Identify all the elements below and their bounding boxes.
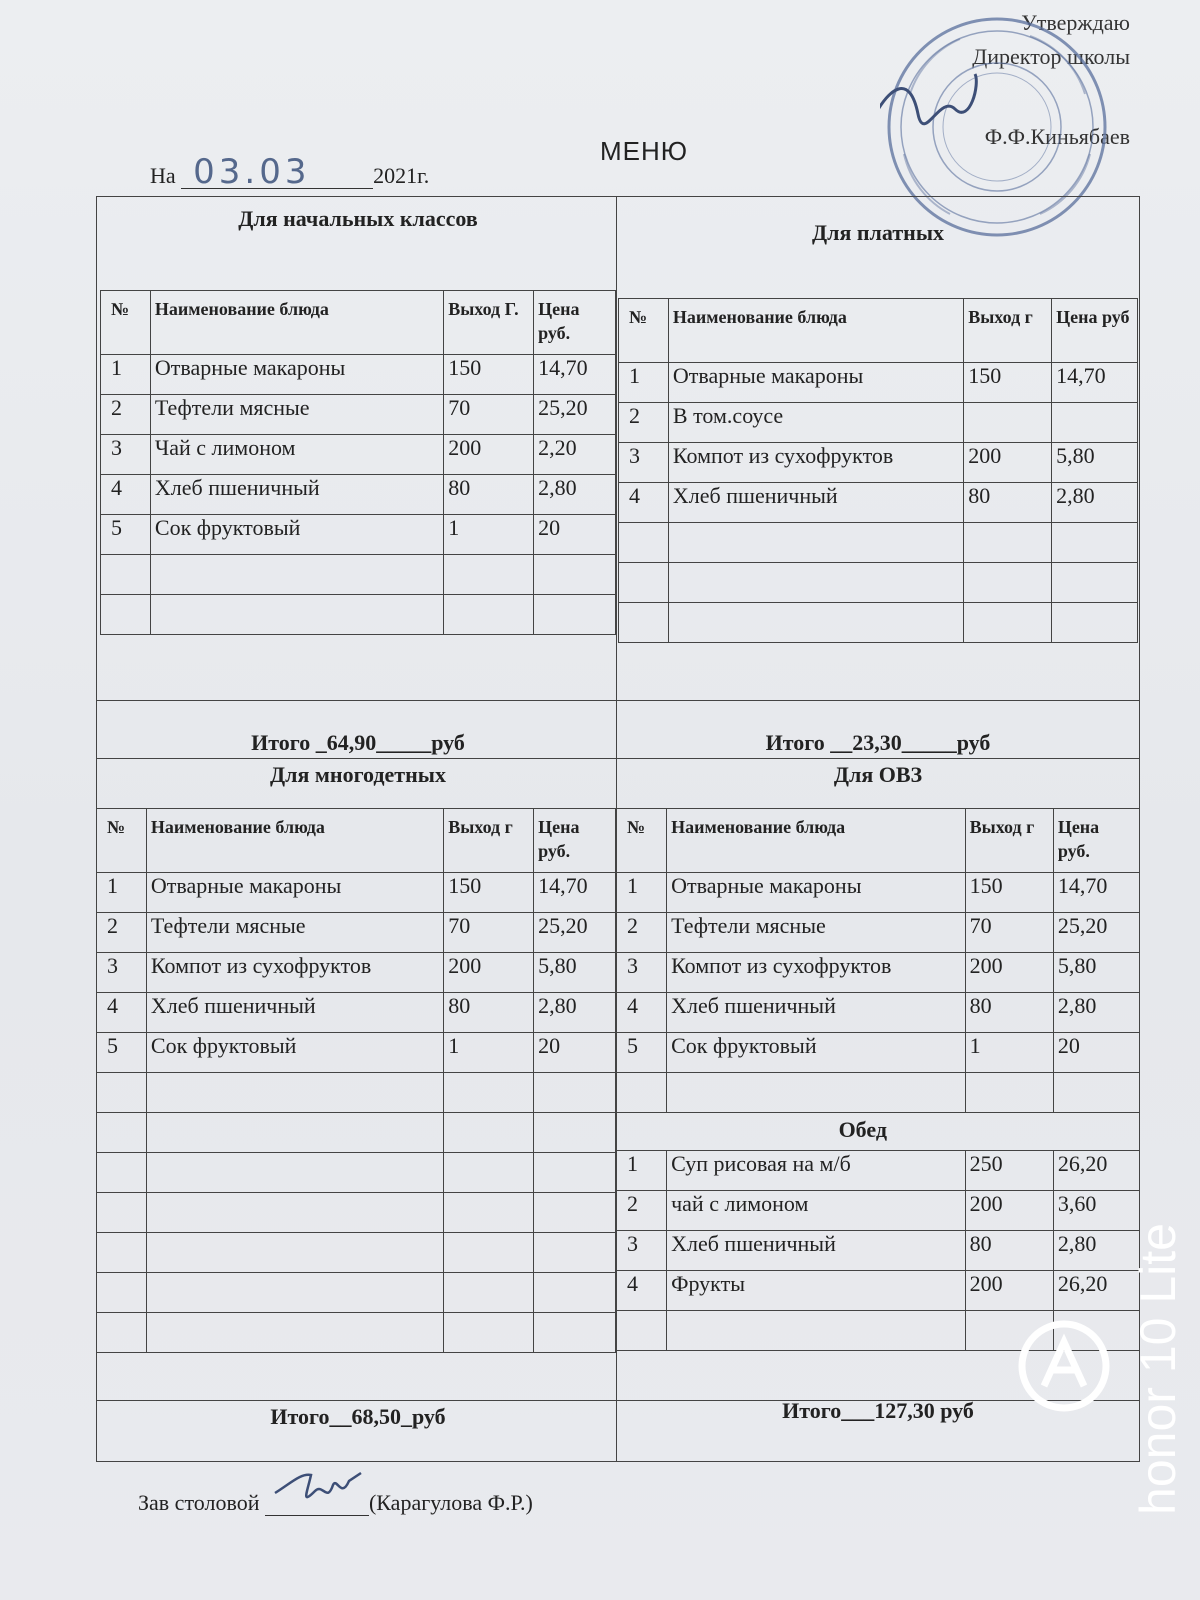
empty-cell xyxy=(964,603,1052,643)
col-yield: Выход г xyxy=(964,299,1052,363)
empty-cell xyxy=(146,1153,443,1193)
row-num: 4 xyxy=(101,475,151,515)
row-yield: 200 xyxy=(444,435,534,475)
col-yield: Выход г xyxy=(444,809,534,873)
row-num: 1 xyxy=(97,873,147,913)
empty-cell xyxy=(668,523,963,563)
row-num: 2 xyxy=(619,403,669,443)
row-yield: 70 xyxy=(444,395,534,435)
empty-cell xyxy=(534,1113,616,1153)
row-price: 2,80 xyxy=(534,475,616,515)
row-num: 4 xyxy=(617,1271,667,1311)
empty-cell xyxy=(146,1113,443,1153)
table-row xyxy=(619,363,1138,403)
row-yield: 200 xyxy=(444,953,534,993)
table-paid xyxy=(618,298,1138,643)
row-num: 3 xyxy=(619,443,669,483)
row-dish: чай с лимоном xyxy=(667,1191,966,1231)
row-yield: 80 xyxy=(965,993,1053,1033)
empty-cell xyxy=(146,1313,443,1353)
empty-row xyxy=(97,1113,616,1153)
row-dish: Компот из сухофруктов xyxy=(146,953,443,993)
row-yield: 80 xyxy=(964,483,1052,523)
table-row xyxy=(617,993,1140,1033)
col-name: Наименование блюда xyxy=(146,809,443,873)
date-handwritten: 03.03 xyxy=(193,152,311,192)
row-price xyxy=(1052,403,1138,443)
date-year: 2021г. xyxy=(373,163,430,188)
row-dish: Тефтели мясные xyxy=(667,913,966,953)
lunch-title: Обед xyxy=(617,1113,1140,1151)
rows-ovz xyxy=(617,873,1140,1113)
empty-cell xyxy=(146,1073,443,1113)
section-title-paid: Для платных xyxy=(812,220,944,245)
table-row xyxy=(619,443,1138,483)
empty-cell xyxy=(668,563,963,603)
table-row xyxy=(617,913,1140,953)
empty-cell xyxy=(619,523,669,563)
row-price: 14,70 xyxy=(1053,873,1139,913)
empty-row xyxy=(97,1193,616,1233)
row-dish: Сок фруктовый xyxy=(150,515,443,555)
col-price: Цена руб. xyxy=(534,809,616,873)
row-price: 26,20 xyxy=(1053,1151,1139,1191)
col-name: Наименование блюда xyxy=(667,809,966,873)
row-num: 3 xyxy=(617,953,667,993)
empty-cell xyxy=(444,1113,534,1153)
empty-cell xyxy=(534,555,616,595)
document-title: МЕНЮ xyxy=(600,136,689,166)
empty-cell xyxy=(534,1153,616,1193)
empty-cell xyxy=(444,555,534,595)
table-row xyxy=(617,1271,1140,1311)
row-num: 5 xyxy=(97,1033,147,1073)
table-row xyxy=(617,1033,1140,1073)
rows-large-families xyxy=(97,873,616,1353)
col-price: Цена руб. xyxy=(534,291,616,355)
table-row xyxy=(617,1151,1140,1191)
row-num: 1 xyxy=(617,873,667,913)
table-row xyxy=(101,435,616,475)
row-num: 5 xyxy=(101,515,151,555)
table-row xyxy=(97,1033,616,1073)
empty-row xyxy=(97,1313,616,1353)
empty-cell xyxy=(619,563,669,603)
row-dish: Сок фруктовый xyxy=(146,1033,443,1073)
col-price: Цена руб. xyxy=(1053,809,1139,873)
col-num: № xyxy=(97,809,147,873)
table-row xyxy=(101,395,616,435)
row-dish: Хлеб пшеничный xyxy=(668,483,963,523)
row-dish: Тефтели мясные xyxy=(146,913,443,953)
table-row xyxy=(617,1191,1140,1231)
table-row xyxy=(97,913,616,953)
row-dish: Отварные макароны xyxy=(668,363,963,403)
table-ovz xyxy=(616,808,1140,1351)
table-large-families xyxy=(96,808,616,1353)
row-price: 14,70 xyxy=(534,355,616,395)
row-dish: Компот из сухофруктов xyxy=(667,953,966,993)
row-dish: Сок фруктовый xyxy=(667,1033,966,1073)
table-row xyxy=(617,953,1140,993)
row-price: 26,20 xyxy=(1053,1271,1139,1311)
row-yield: 1 xyxy=(965,1033,1053,1073)
row-price: 2,80 xyxy=(1053,1231,1139,1271)
row-price: 25,20 xyxy=(1053,913,1139,953)
row-price: 20 xyxy=(1053,1033,1139,1073)
signature-name: (Карагулова Ф.Р.) xyxy=(368,1490,533,1515)
table-row xyxy=(101,515,616,555)
empty-row xyxy=(97,1153,616,1193)
table-row xyxy=(97,873,616,913)
empty-cell xyxy=(97,1313,147,1353)
empty-cell xyxy=(150,555,443,595)
empty-cell xyxy=(444,1313,534,1353)
empty-cell xyxy=(97,1153,147,1193)
ai-camera-logo xyxy=(1018,1320,1110,1412)
row-yield: 150 xyxy=(444,873,534,913)
row-num: 2 xyxy=(617,913,667,953)
row-dish: Хлеб пшеничный xyxy=(667,1231,966,1271)
menu-date xyxy=(150,152,430,192)
table-row xyxy=(619,483,1138,523)
total-paid: Итого __23,30_____руб xyxy=(765,730,991,755)
empty-cell xyxy=(1053,1073,1139,1113)
row-dish: Отварные макароны xyxy=(667,873,966,913)
row-dish: В том.соусе xyxy=(668,403,963,443)
empty-row xyxy=(101,595,616,635)
row-num: 3 xyxy=(617,1231,667,1271)
empty-cell xyxy=(146,1273,443,1313)
empty-row xyxy=(97,1233,616,1273)
rows-paid xyxy=(619,363,1138,643)
row-price: 25,20 xyxy=(534,395,616,435)
empty-cell xyxy=(444,1153,534,1193)
empty-cell xyxy=(146,1193,443,1233)
row-num: 2 xyxy=(101,395,151,435)
empty-cell xyxy=(150,595,443,635)
row-yield: 80 xyxy=(444,993,534,1033)
empty-cell xyxy=(617,1311,667,1351)
row-dish: Хлеб пшеничный xyxy=(667,993,966,1033)
row-price: 2,80 xyxy=(1052,483,1138,523)
row-num: 1 xyxy=(101,355,151,395)
totals-top-line xyxy=(96,700,1140,701)
row-num: 4 xyxy=(617,993,667,1033)
empty-cell xyxy=(97,1073,147,1113)
row-num: 3 xyxy=(101,435,151,475)
row-yield: 200 xyxy=(964,443,1052,483)
empty-cell xyxy=(1052,603,1138,643)
row-yield: 1 xyxy=(444,1033,534,1073)
row-yield xyxy=(964,403,1052,443)
date-prefix: На xyxy=(150,163,176,188)
row-num: 4 xyxy=(619,483,669,523)
row-price: 3,60 xyxy=(1053,1191,1139,1231)
row-price: 5,80 xyxy=(1052,443,1138,483)
col-name: Наименование блюда xyxy=(150,291,443,355)
empty-cell xyxy=(617,1073,667,1113)
section-title-large-families: Для многодетных xyxy=(270,762,446,787)
empty-cell xyxy=(101,555,151,595)
signature-prefix: Зав столовой xyxy=(138,1490,260,1515)
empty-cell xyxy=(1052,563,1138,603)
handwritten-signature xyxy=(271,1463,367,1513)
empty-cell xyxy=(444,1193,534,1233)
approval-name: Ф.Ф.Киньябаев xyxy=(984,124,1130,149)
empty-row xyxy=(619,563,1138,603)
row-dish: Тефтели мясные xyxy=(150,395,443,435)
col-num: № xyxy=(101,291,151,355)
empty-cell xyxy=(534,1273,616,1313)
signature-block xyxy=(138,1490,533,1516)
row-num: 2 xyxy=(617,1191,667,1231)
row-yield: 80 xyxy=(444,475,534,515)
row-num: 5 xyxy=(617,1033,667,1073)
row-price: 2,80 xyxy=(534,993,616,1033)
row-yield: 150 xyxy=(964,363,1052,403)
table-row xyxy=(97,993,616,1033)
empty-cell xyxy=(667,1311,966,1351)
row-price: 25,20 xyxy=(534,913,616,953)
empty-cell xyxy=(444,595,534,635)
empty-cell xyxy=(965,1073,1053,1113)
empty-row xyxy=(101,555,616,595)
row-dish: Хлеб пшеничный xyxy=(150,475,443,515)
total-primary: Итого _64,90_____руб xyxy=(251,730,465,755)
empty-row xyxy=(97,1073,616,1113)
row-price: 2,20 xyxy=(534,435,616,475)
row-dish: Чай с лимоном xyxy=(150,435,443,475)
empty-cell xyxy=(97,1273,147,1313)
row-dish: Компот из сухофруктов xyxy=(668,443,963,483)
row-price: 14,70 xyxy=(1052,363,1138,403)
empty-cell xyxy=(101,595,151,635)
row-dish: Отварные макароны xyxy=(150,355,443,395)
total-ovz: Итого___127,30 руб xyxy=(782,1398,974,1423)
row-num: 1 xyxy=(617,1151,667,1191)
row-yield: 200 xyxy=(965,1191,1053,1231)
empty-cell xyxy=(146,1233,443,1273)
empty-cell xyxy=(534,595,616,635)
row-dish: Хлеб пшеничный xyxy=(146,993,443,1033)
signature-line xyxy=(265,1493,369,1516)
row-price: 2,80 xyxy=(1053,993,1139,1033)
empty-cell xyxy=(964,563,1052,603)
row-yield: 70 xyxy=(965,913,1053,953)
col-yield: Выход г xyxy=(965,809,1053,873)
empty-row xyxy=(619,523,1138,563)
row-price: 14,70 xyxy=(534,873,616,913)
section-title-ovz: Для ОВЗ xyxy=(833,762,923,787)
row-price: 5,80 xyxy=(1053,953,1139,993)
row-num: 3 xyxy=(97,953,147,993)
row-yield: 80 xyxy=(965,1231,1053,1271)
empty-row xyxy=(617,1073,1140,1113)
row-yield: 250 xyxy=(965,1151,1053,1191)
empty-row xyxy=(619,603,1138,643)
empty-cell xyxy=(964,523,1052,563)
row-dish: Отварные макароны xyxy=(146,873,443,913)
empty-cell xyxy=(619,603,669,643)
table-row xyxy=(97,953,616,993)
empty-cell xyxy=(668,603,963,643)
empty-cell xyxy=(534,1313,616,1353)
row-yield: 1 xyxy=(444,515,534,555)
empty-cell xyxy=(667,1073,966,1113)
half-divider xyxy=(96,758,1140,759)
row-yield: 70 xyxy=(444,913,534,953)
row-price: 20 xyxy=(534,515,616,555)
row-price: 5,80 xyxy=(534,953,616,993)
empty-cell xyxy=(97,1233,147,1273)
empty-row xyxy=(97,1273,616,1313)
row-price: 20 xyxy=(534,1033,616,1073)
rows-primary xyxy=(101,355,616,635)
empty-cell xyxy=(97,1193,147,1233)
row-yield: 150 xyxy=(444,355,534,395)
table-row xyxy=(617,1231,1140,1271)
table-primary xyxy=(100,290,616,635)
row-dish: Фрукты xyxy=(667,1271,966,1311)
table-row xyxy=(619,403,1138,443)
row-num: 1 xyxy=(619,363,669,403)
empty-cell xyxy=(97,1113,147,1153)
empty-cell xyxy=(1052,523,1138,563)
empty-cell xyxy=(444,1073,534,1113)
section-title-primary: Для начальных классов xyxy=(238,206,478,231)
date-line xyxy=(181,152,373,192)
watermark-text: honor 10 Lite xyxy=(1130,1223,1186,1515)
empty-cell xyxy=(534,1073,616,1113)
col-yield: Выход Г. xyxy=(444,291,534,355)
approval-title: Утверждаю xyxy=(1021,10,1130,35)
empty-cell xyxy=(534,1233,616,1273)
row-yield: 200 xyxy=(965,953,1053,993)
empty-cell xyxy=(444,1233,534,1273)
table-row xyxy=(101,475,616,515)
empty-cell xyxy=(534,1193,616,1233)
table-row xyxy=(101,355,616,395)
table-row xyxy=(617,873,1140,913)
col-num: № xyxy=(619,299,669,363)
row-yield: 150 xyxy=(965,873,1053,913)
col-num: № xyxy=(617,809,667,873)
empty-cell xyxy=(444,1273,534,1313)
col-name: Наименование блюда xyxy=(668,299,963,363)
row-num: 2 xyxy=(97,913,147,953)
col-price: Цена руб xyxy=(1052,299,1138,363)
row-dish: Суп рисовая на м/б xyxy=(667,1151,966,1191)
row-num: 4 xyxy=(97,993,147,1033)
row-yield: 200 xyxy=(965,1271,1053,1311)
camera-watermark xyxy=(1118,1180,1186,1560)
approval-position: Директор школы xyxy=(972,44,1130,69)
total-large-families: Итого__68,50_руб xyxy=(270,1404,446,1429)
